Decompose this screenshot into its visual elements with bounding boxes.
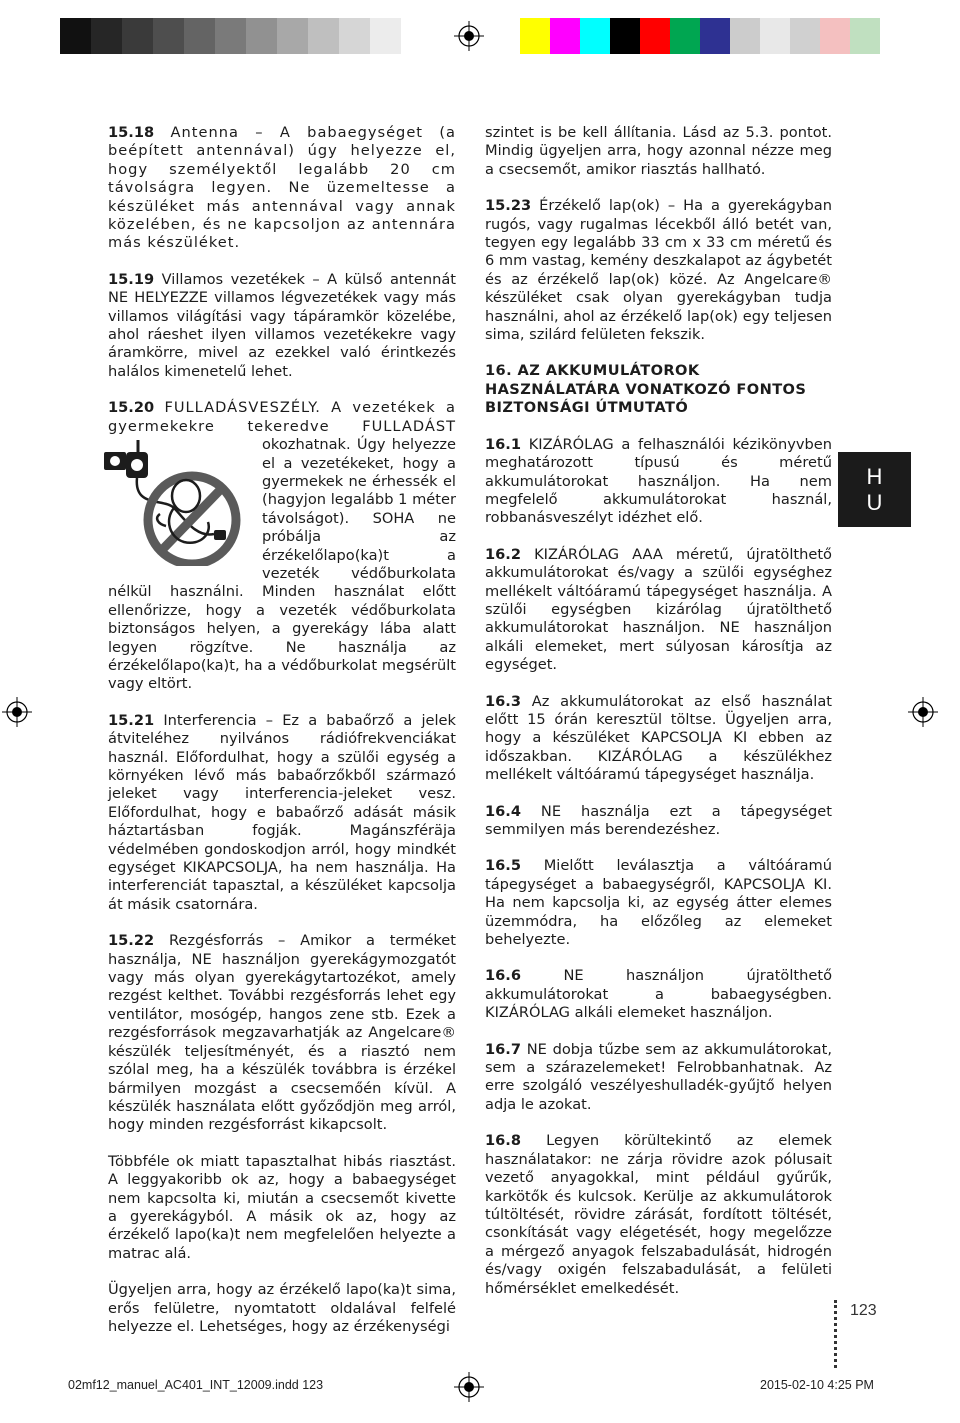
gray-swatch: [91, 18, 122, 54]
battery-item-number: 16.5: [485, 857, 522, 875]
battery-item-text: KIZÁRÓLAG AAA méretű, újratölthető akkumulátorokat és/vagy a szülői egységhez mellékelt váltóáramú tápegységet használja. A szülői egységben kizárólag újratölthető akkumulátorokat használjon. NE használjon alkáli elemeket, mert súlyosan károsítja az egységet.: [485, 545, 832, 674]
gray-swatch: [246, 18, 277, 54]
color-swatch: [580, 18, 610, 54]
printer-color-bar: [520, 18, 880, 54]
gray-swatch: [401, 18, 432, 54]
battery-item-number: 16.2: [485, 545, 522, 563]
battery-safety-heading: 16. AZ AKKUMULÁTOROK HASZNÁLATÁRA VONATKOZÓ FONTOS BIZTONSÁGI ÚTMUTATÓ: [485, 362, 807, 417]
sensitivity-paragraph: szintet is be kell állítania. Lásd az 5.3. pontot. Mindig ügyeljen arra, hogy azonnal nézze meg a csecsemőt, amikor riasztás hallható.: [485, 124, 832, 178]
color-swatch: [610, 18, 640, 54]
gray-swatch: [308, 18, 339, 54]
battery-item: [485, 1132, 832, 1298]
registration-mark-icon: [454, 1372, 484, 1402]
gray-swatch: [277, 18, 308, 54]
color-swatch: [550, 18, 580, 54]
left-text-column: [108, 124, 456, 1354]
battery-item: [485, 693, 832, 785]
footer-file-slug: 02mf12_manuel_AC401_INT_12009.indd 123: [68, 1378, 324, 1392]
strangulation-warning-icon: [104, 438, 254, 566]
footer-timestamp: 2015-02-10 4:25 PM: [760, 1378, 874, 1392]
language-tab-letter: U: [866, 489, 883, 515]
battery-item-text: Az akkumulátorokat az első használat előtt 15 órán keresztül töltse. Ügyeljen arra, hogy a készüléket KAPCSOLJA KI ebben az időszakban. KIZÁRÓLAG a készülékhez mellékelt váltóáramú tápegységet használja.: [485, 692, 832, 784]
section-15-18: 15.18 Antenna – A babaegységet (a beépített antennával) úgy helyezze el, hogy személyektől legalább 20 cm távolságra legyen. Ne üzemeltesse a készüléket más antennával vagy annak közelében, és ne kapcsoljon az antennára más készüléket.: [108, 124, 456, 252]
battery-item-text: Mielőtt leválasztja a váltóáramú tápegységet a babaegységről, KAPCSOLJA KI. Ha nem kapcsolja ki, az egység átter elemes üzemmódra, ha előzőleg az elemeket behelyezte.: [485, 857, 832, 949]
battery-item: [485, 546, 832, 675]
battery-item-number: 16.4: [485, 802, 522, 820]
section-15-22: 15.22 Rezgésforrás – Amikor a terméket használja, NE használjon gyerekágymozgatót vagy más olyan gyerekágytartozékot, amely rezgést kelthet. További rezgésforrás lehet egy ventilátor, mosógép, hangos zene stb. Ezek a rezgésforrások megzavarhatják az Angelcare® készülék teljesítményét, és a riasztó nem szólal meg, ha a készülék továbbra is érzékel bármilyen mozgást a csecsemőén kívül. A készülék használata előtt győződjön meg arról, hogy minden rezgésforrást kikapcsolt.: [108, 932, 456, 1134]
battery-item: [485, 967, 832, 1022]
language-tab-letter: H: [866, 463, 883, 489]
battery-item-text: NE használja ezt a tápegységet semmilyen más berendezéshez.: [485, 802, 832, 838]
section-15-21: 15.21 Interferencia – Ez a babaőrző a jelek átviteléhez nyilvános rádiófrekvenciákat használ. Előfordulhat, hogy a szülői egység a környéken lévő más babaőrzőkből származó jeleket vagy interferencia-jeleket vesz. Előfordulhat, hogy e babaőrző adását másik háztartásban fogják. Magánszféräja védelmében gondoskodjon arról, hogy mindkét egységet KIKAPCSOLJA, ha nem használja. Ha interferenciát tapasztal, a készüléket kapcsolja át másik csatornára.: [108, 711, 456, 913]
battery-item-text: NE használjon újratölthető akkumulátorokat a babaegységben. KIZÁRÓLAG alkáli elemeket használjon.: [485, 967, 832, 1022]
registration-mark-icon: [2, 697, 32, 727]
color-swatch: [520, 18, 550, 54]
section-15-23: 15.23 Érzékelő lap(ok) – Ha a gyerekágyban rugós, vagy rugalmas lécekből álló betét van, tegyen egy legalább 33 cm x 33 cm méretű és 6 mm vastag, kemény deszkalapot az ágybetét és az érzékelő lap(ok) közé. Az Angelcare® készüléket csak olyan gyerekágyban tudja használni, ahol az érzékelő lap(ok) egy teljesen sima, szilárd felületen fekszik.: [485, 197, 832, 344]
battery-item-text: NE dobja tűzbe sem az akkumulátorokat, sem a szárazelemeket! Felrobbanhatnak. Az erre szolgáló veszélyeshulladék-gyűjtő helyen adja le azokat.: [485, 1040, 832, 1113]
gray-swatch: [122, 18, 153, 54]
color-swatch: [850, 18, 880, 54]
battery-item-number: 16.7: [485, 1040, 522, 1058]
gray-swatch: [60, 18, 91, 54]
battery-item: [485, 857, 832, 949]
sensor-placement-paragraph: Ügyeljen arra, hogy az érzékelő lapo(ka)t sima, erős felületre, nyomtatott oldalával felfelé helyezze el. Lehetséges, hogy az érzékenységi: [108, 1281, 456, 1335]
page-number: 123: [850, 1302, 877, 1319]
color-swatch: [820, 18, 850, 54]
gray-swatch: [339, 18, 370, 54]
false-alarm-paragraph: Többféle ok miatt tapasztalhat hibás riasztást. A leggyakoribb ok az, hogy a babaegységet nem kapcsolta ki, miután a csecsemőt kivette a gyerekágyból. A másik ok az, hogy az érzékelő lapo(ka)t nem megfelelően helyezte a matrac alá.: [108, 1152, 456, 1262]
gray-swatch: [215, 18, 246, 54]
battery-items-list: [485, 436, 832, 1298]
color-swatch: [700, 18, 730, 54]
right-text-column: [485, 124, 832, 1316]
page-number-divider: [834, 1300, 837, 1368]
battery-item: [485, 436, 832, 528]
battery-item-number: 16.8: [485, 1132, 522, 1150]
battery-item: [485, 1041, 832, 1115]
printer-grayscale-bar: [60, 18, 432, 54]
color-swatch: [760, 18, 790, 54]
color-swatch: [790, 18, 820, 54]
battery-item-text: KIZÁRÓLAG a felhasználói kézikönyvben meghatározott típusú és méretű akkumulátorokat használjon. Ha nem megfelelő akkumulátorokat használ, robbanásveszélyt idézhet elő.: [485, 435, 832, 527]
battery-item-number: 16.3: [485, 692, 522, 710]
color-swatch: [670, 18, 700, 54]
color-swatch: [730, 18, 760, 54]
registration-mark-icon: [454, 21, 484, 51]
gray-swatch: [370, 18, 401, 54]
registration-mark-icon: [908, 697, 938, 727]
language-tab: [838, 452, 911, 527]
section-15-19: 15.19 Villamos vezetékek – A külső antennát NE HELYEZZE villamos légvezetékek vagy más villamos világítási vagy tápáramkör közelébe, ahol ráeshet ilyen villamos vezetékekre vagy áramkörre, mivel az ezekkel való érintkezés halálos kimenetelű lehet.: [108, 270, 456, 380]
gray-swatch: [153, 18, 184, 54]
section-15-20: 15.20 FULLADÁSVESZÉLY. A vezetékek a gyermekekre tekeredve FULLADÁST okozhatnak. Úgy helyezze el a vezetékeket, hogy a gyermekek ne érhessék el (hagyjon legalább 1 méter távolságot). SOHA ne próbálja az érzékelőlapo(ka)t a vezeték védőburkolata nélkül használni. Minden használat előtt ellenőrizze, hogy a vezeték védőburkolata biztonságos helyen, a gyerekágy lába alatt legyen rögzítve. Ne használja az érzékelőlapo(ka)t, ha a védőburkolat megsérült vagy eltört.: [108, 399, 456, 694]
battery-item: [485, 803, 832, 840]
battery-item-number: 16.6: [485, 967, 522, 985]
color-swatch: [640, 18, 670, 54]
gray-swatch: [184, 18, 215, 54]
battery-item-text: Legyen körültekintő az elemek használatakor: ne zárja rövidre azok pólusait vezető anyagokkal, mint például gyűrűk, karkötők és kulcsok. Kerülje az akkumulátorok túltöltését, rövidre zárását, fordított töltését, csonkítását vagy elégetését, hogy megelőzze a mérgező anyagok felszabadulását, hidrogén és/vagy oxigén felszabadulását, a felületi hőmérséklet emelkedését.: [485, 1132, 832, 1297]
battery-item-number: 16.1: [485, 435, 522, 453]
